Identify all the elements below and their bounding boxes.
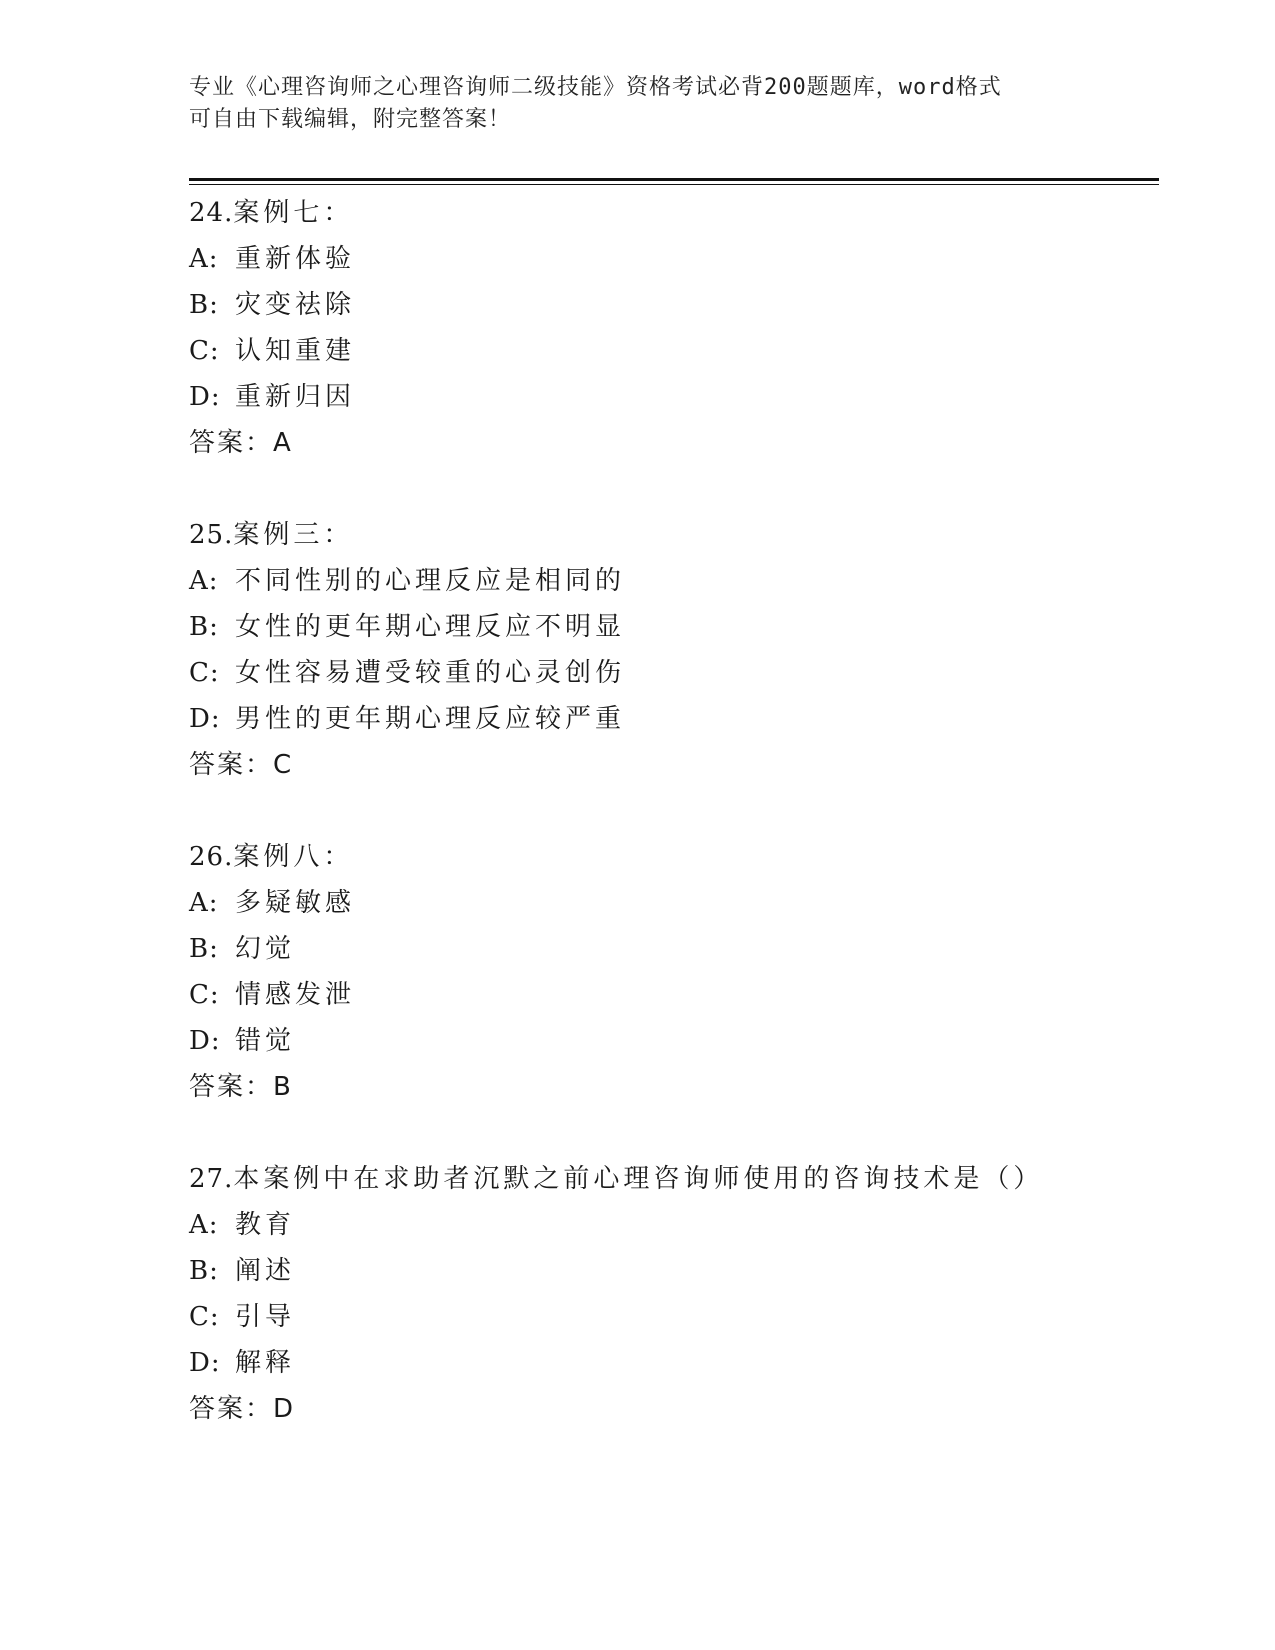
option-a: [189, 1202, 1149, 1248]
answer-line: 答案：C: [189, 750, 294, 780]
option-a: [189, 880, 1149, 926]
option-text: 灾变祛除: [235, 290, 356, 320]
option-letter: B:: [189, 934, 219, 964]
option-d: [189, 374, 1149, 420]
option-letter: C:: [189, 1302, 220, 1332]
question-stem: [189, 1156, 1149, 1202]
header-line-2: 可自由下载编辑，附完整答案！: [189, 107, 512, 132]
option-letter: A:: [189, 888, 219, 918]
option-letter: D:: [189, 1348, 221, 1378]
option-text: 女性容易遭受较重的心灵创伤: [235, 658, 626, 688]
question-stem: [189, 512, 1149, 558]
question-25: [189, 512, 1149, 788]
option-text: 重新体验: [235, 244, 356, 274]
question-stem: [189, 190, 1149, 236]
option-a: [189, 558, 1149, 604]
answer-line: 答案：A: [189, 428, 293, 458]
question-26: [189, 834, 1149, 1110]
question-text: 案例七：: [233, 198, 354, 228]
option-d: [189, 1340, 1149, 1386]
option-d: [189, 1018, 1149, 1064]
option-text: 幻觉: [235, 934, 296, 964]
option-letter: B:: [189, 1256, 219, 1286]
option-letter: D:: [189, 1026, 221, 1056]
option-b: [189, 604, 1149, 650]
option-text: 重新归因: [235, 382, 356, 412]
option-c: [189, 650, 1149, 696]
option-letter: D:: [189, 382, 221, 412]
document-header: [189, 72, 1069, 136]
option-letter: C:: [189, 658, 220, 688]
option-letter: A:: [189, 566, 219, 596]
question-stem: [189, 834, 1149, 880]
option-b: [189, 926, 1149, 972]
question-number: 27.: [189, 1164, 234, 1194]
option-letter: B:: [189, 290, 219, 320]
question-24: [189, 190, 1149, 466]
question-27: [189, 1156, 1149, 1432]
option-text: 解释: [235, 1348, 296, 1378]
option-text: 女性的更年期心理反应不明显: [235, 612, 626, 642]
option-text: 认知重建: [235, 336, 356, 366]
header-divider-thin: [189, 184, 1159, 185]
option-letter: C:: [189, 336, 220, 366]
option-c: [189, 328, 1149, 374]
option-text: 男性的更年期心理反应较严重: [235, 704, 626, 734]
question-list: [189, 190, 1149, 1478]
option-text: 多疑敏感: [235, 888, 356, 918]
option-d: [189, 696, 1149, 742]
option-text: 情感发泄: [235, 980, 356, 1010]
option-b: [189, 282, 1149, 328]
option-text: 教育: [235, 1210, 296, 1240]
answer-line: 答案：D: [189, 1394, 296, 1424]
question-number: 26.: [189, 842, 234, 872]
question-text: 案例三：: [233, 520, 354, 550]
option-letter: B:: [189, 612, 219, 642]
question-text: 本案例中在求助者沉默之前心理咨询师使用的咨询技术是（）: [233, 1164, 1044, 1194]
answer-line: 答案：B: [189, 1072, 293, 1102]
option-a: [189, 236, 1149, 282]
question-text: 案例八：: [233, 842, 354, 872]
header-line-1: 专业《心理咨询师之心理咨询师二级技能》资格考试必背200题题库，word格式: [189, 75, 1002, 100]
option-text: 阐述: [235, 1256, 296, 1286]
option-b: [189, 1248, 1149, 1294]
option-text: 不同性别的心理反应是相同的: [235, 566, 626, 596]
option-letter: A:: [189, 244, 219, 274]
option-letter: C:: [189, 980, 220, 1010]
header-divider-thick: [189, 178, 1159, 181]
option-letter: A:: [189, 1210, 219, 1240]
option-text: 引导: [235, 1302, 296, 1332]
option-text: 错觉: [235, 1026, 296, 1056]
option-c: [189, 972, 1149, 1018]
question-number: 24.: [189, 198, 234, 228]
option-letter: D:: [189, 704, 221, 734]
question-number: 25.: [189, 520, 234, 550]
option-c: [189, 1294, 1149, 1340]
